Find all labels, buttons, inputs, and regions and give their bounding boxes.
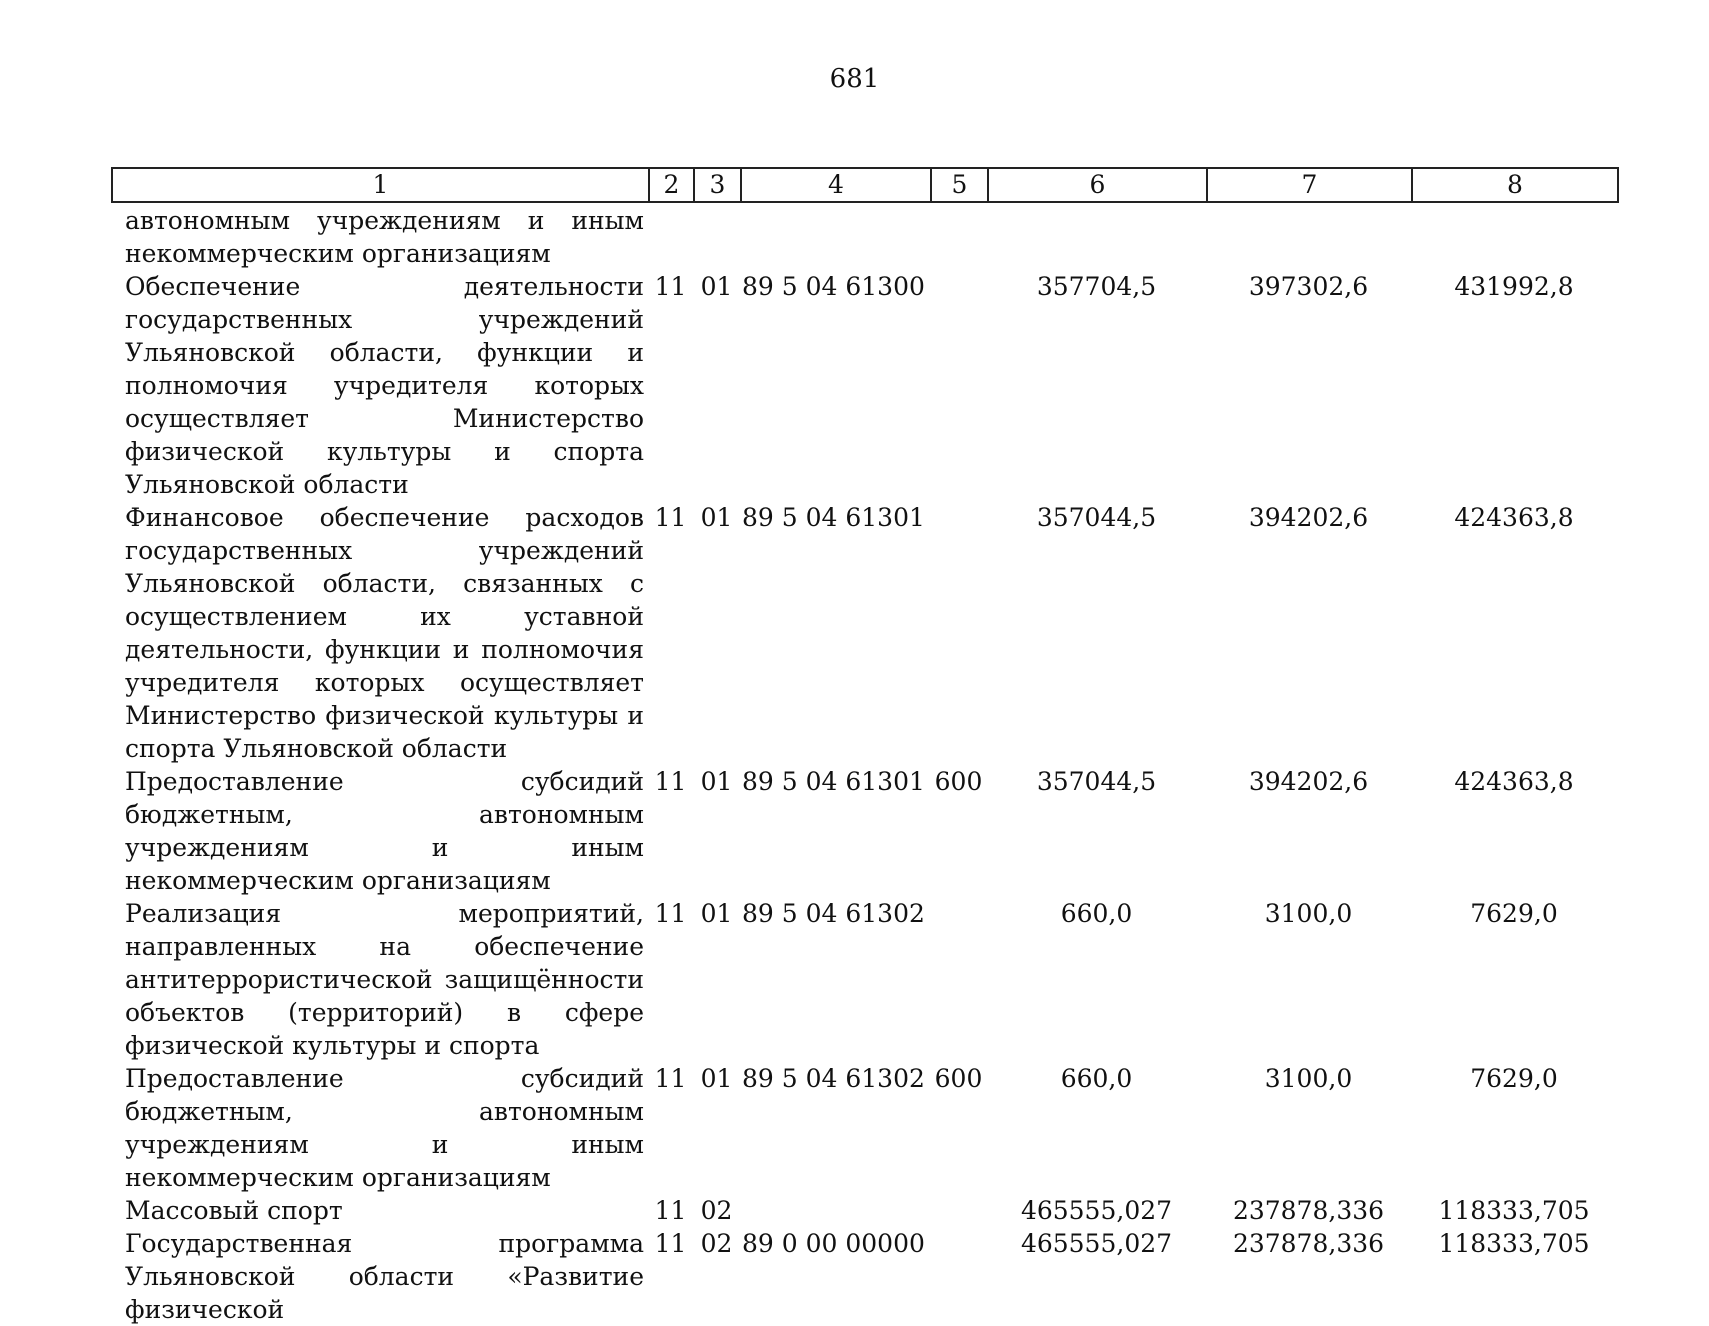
row-name: Государственная программа Ульяновской области «Развитие физической — [125, 1229, 644, 1324]
target-article-code: 89 5 04 61301 — [742, 503, 925, 532]
column-number: 7 — [1207, 168, 1412, 202]
row-name: Массовый спорт — [125, 1196, 343, 1225]
expense-type-code — [930, 897, 987, 1062]
target-article-code: 89 5 04 61302 — [742, 1064, 925, 1093]
row-name: Финансовое обеспечение расходов государственных учреждений Ульяновской области, связанных с осуществлением их уставной деятельности, функции и полномочия учредителя которых осуществляет Министерство физической культуры и спорта Ульяновской области — [125, 503, 644, 763]
amount-col8: 424363,8 — [1454, 503, 1574, 532]
amount-col6: 465555,027 — [1020, 1229, 1173, 1258]
subsection-code: 01 — [700, 1064, 733, 1093]
expense-type-code — [930, 1227, 987, 1326]
page-number: 681 — [829, 64, 880, 94]
amount-col6: 660,0 — [1060, 1064, 1133, 1093]
amount-col8: 431992,8 — [1454, 272, 1574, 301]
table-row — [111, 1062, 1617, 1194]
column-number: 8 — [1412, 168, 1618, 202]
table-row — [111, 204, 1617, 270]
amount-col7: 397302,6 — [1248, 272, 1369, 301]
amount-col6 — [987, 204, 1206, 270]
amount-col7: 394202,6 — [1248, 767, 1369, 796]
table-row — [111, 1227, 1617, 1326]
target-article-code: 89 5 04 61300 — [742, 272, 925, 301]
amount-col6: 660,0 — [1060, 899, 1133, 928]
expense-type-code: 600 — [934, 767, 983, 796]
column-number: 5 — [931, 168, 988, 202]
subsection-code: 01 — [700, 899, 733, 928]
amount-col7 — [1206, 204, 1411, 270]
section-code — [648, 204, 693, 270]
subsection-code: 02 — [700, 1229, 733, 1258]
expense-type-code — [930, 501, 987, 765]
amount-col6: 357044,5 — [1036, 503, 1157, 532]
budget-table — [111, 204, 1617, 1326]
target-article-code: 89 5 04 61301 — [742, 767, 925, 796]
column-number: 4 — [741, 168, 931, 202]
amount-col7: 394202,6 — [1248, 503, 1369, 532]
table-row — [111, 501, 1617, 765]
target-article-code: 89 5 04 61302 — [742, 899, 925, 928]
amount-col8: 118333,705 — [1438, 1196, 1590, 1225]
amount-col8 — [1411, 204, 1617, 270]
expense-type-code — [930, 1194, 987, 1227]
amount-col8: 118333,705 — [1438, 1229, 1590, 1258]
target-article-code — [740, 1194, 930, 1227]
subsection-code: 01 — [700, 272, 733, 301]
amount-col7: 3100,0 — [1264, 1064, 1353, 1093]
column-header-table — [111, 167, 1619, 203]
expense-type-code — [930, 270, 987, 501]
row-name: Предоставление субсидий бюджетным, автономным учреждениям и иным некоммерческим организациям — [125, 767, 644, 895]
column-numbers-row — [112, 168, 1618, 202]
row-name: Реализация мероприятий, направленных на обеспечение антитеррористической защищённости объектов (территорий) в сфере физической культуры и спорта — [125, 899, 644, 1060]
target-article-code: 89 0 00 00000 — [742, 1229, 925, 1258]
subsection-code: 02 — [700, 1196, 733, 1225]
table-row — [111, 897, 1617, 1062]
amount-col8: 424363,8 — [1454, 767, 1574, 796]
amount-col8: 7629,0 — [1470, 899, 1558, 928]
section-code: 11 — [654, 767, 687, 796]
section-code: 11 — [654, 503, 687, 532]
amount-col6: 465555,027 — [1020, 1196, 1173, 1225]
expense-type-code: 600 — [934, 1064, 983, 1093]
row-name: автономным учреждениям и иным некоммерческим организациям — [125, 206, 644, 268]
table-row — [111, 1194, 1617, 1227]
column-number: 2 — [649, 168, 694, 202]
section-code: 11 — [654, 272, 687, 301]
row-name: Обеспечение деятельности государственных учреждений Ульяновской области, функции и полномочия учредителя которых осуществляет Министерство физической культуры и спорта Ульяновской области — [125, 272, 644, 499]
column-number: 1 — [112, 168, 649, 202]
amount-col8: 7629,0 — [1470, 1064, 1558, 1093]
amount-col7: 3100,0 — [1264, 899, 1353, 928]
amount-col6: 357044,5 — [1036, 767, 1157, 796]
section-code: 11 — [654, 1229, 687, 1258]
section-code: 11 — [654, 1064, 687, 1093]
section-code: 11 — [654, 1196, 687, 1225]
table-row — [111, 270, 1617, 501]
amount-col7: 237878,336 — [1232, 1229, 1385, 1258]
table-row — [111, 765, 1617, 897]
subsection-code: 01 — [700, 503, 733, 532]
subsection-code: 01 — [700, 767, 733, 796]
row-name: Предоставление субсидий бюджетным, автономным учреждениям и иным некоммерческим организациям — [125, 1064, 644, 1192]
column-number: 3 — [694, 168, 741, 202]
target-article-code — [740, 204, 930, 270]
section-code: 11 — [654, 899, 687, 928]
expense-type-code — [930, 204, 987, 270]
subsection-code — [693, 204, 740, 270]
amount-col6: 357704,5 — [1036, 272, 1157, 301]
column-number: 6 — [988, 168, 1207, 202]
amount-col7: 237878,336 — [1232, 1196, 1385, 1225]
